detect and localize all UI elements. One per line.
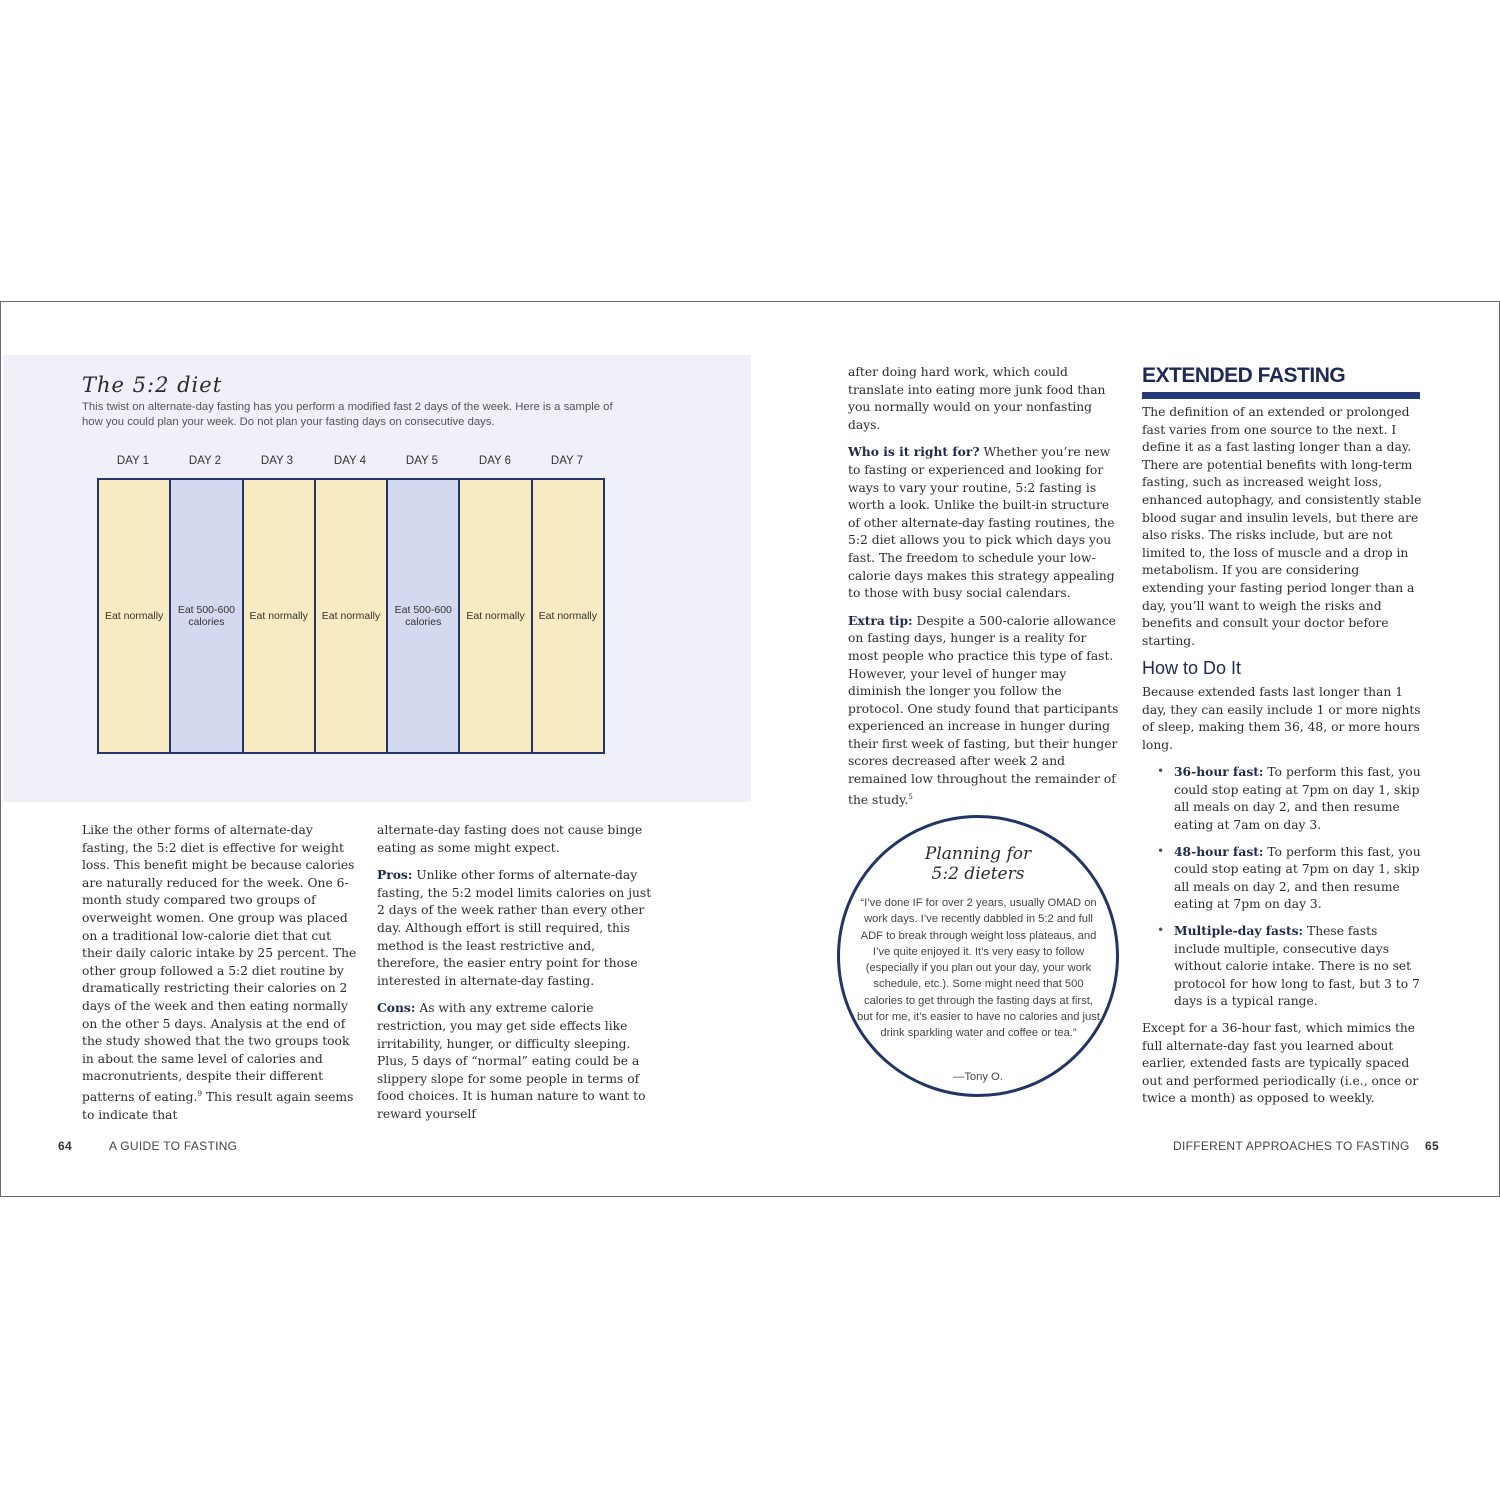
- day-label: DAY 4: [333, 455, 367, 467]
- callout-attribution: —Tony O.: [953, 1071, 1003, 1083]
- quote-callout: [837, 815, 1119, 1097]
- who-text: Whether you’re new to fasting or experienced and looking for ways to vary your routine, 5:2 fasting is worth a look. Unlike the built-in structure of other alternate-day fasting routines, the 5:2 diet allows you to pick which days you fast. The freedom to schedule your low-calorie days makes this strategy appealing to those with busy social calendars.: [848, 445, 1115, 601]
- left-column-2: [377, 822, 655, 1133]
- day-cell: Eat 500-600 calories: [171, 480, 241, 752]
- list-item: [1174, 843, 1422, 914]
- day-cell: Eat 500-600 calories: [388, 480, 458, 752]
- sidebar-title: The 5:2 diet: [82, 373, 223, 397]
- paragraph: Because extended fasts last longer than 1 day, they can easily include 1 or more nights of sleep, making them 36, 48, or more hours long.: [1142, 684, 1421, 752]
- cons-label: Cons:: [377, 1000, 416, 1016]
- day-label: DAY 7: [550, 455, 584, 467]
- pros-text: Unlike other forms of alternate-day fasting, the 5:2 model limits calories on just 2 days of the week rather than every other day. Although effort is still required, this method is the least restrictive and, therefore, the easier entry point for those interested in alternate-day fasting.: [377, 868, 652, 988]
- right-column-1: [848, 364, 1120, 818]
- list-item: [1174, 922, 1422, 1011]
- page-number-left: 64: [58, 1139, 72, 1153]
- callout-quote: “I’ve done IF for over 2 years, usually OMAD on work days. I’ve recently dabbled in 5:2 and full ADF to break through weight loss plateaus, and I’ve quite enjoyed it. It’s very easy to follow (especially if you plan out your day, your work schedule, etc.). Some might need that 500 calories to get through the fasting days at first, but for me, it’s easier to have no calories and just drink sparkling water and coffee or tea.”: [857, 897, 1100, 1040]
- right-column-2: [1142, 404, 1422, 1117]
- heading-rule: [1142, 392, 1420, 399]
- pros-label: Pros:: [377, 867, 413, 883]
- page-number-right: 65: [1425, 1139, 1439, 1153]
- cons-text: As with any extreme calorie restriction, you may get side effects like irritability, hunger, or difficulty sleeping. Plus, 5 days of “normal” eating could be a slippery slope for some people in terms of food choices. It is human nature to want to reward yourself: [377, 1001, 646, 1121]
- day-label: DAY 2: [188, 455, 222, 467]
- footnote-ref: 9: [197, 1089, 202, 1098]
- day-label: DAY 5: [405, 455, 439, 467]
- day-cell: Eat normally: [460, 480, 530, 752]
- day-cell: Eat normally: [316, 480, 386, 752]
- diet-sidebar: [3, 355, 751, 802]
- paragraph: [82, 822, 358, 1124]
- left-column-1: [82, 822, 358, 1133]
- running-head-left: A GUIDE TO FASTING: [109, 1139, 238, 1153]
- section-heading: EXTENDED FASTING: [1142, 364, 1346, 387]
- bullet-label: Multiple-day fasts:: [1174, 923, 1304, 939]
- day-cell: Eat normally: [244, 480, 314, 752]
- day-label: DAY 6: [478, 455, 512, 467]
- sidebar-description: This twist on alternate-day fasting has you perform a modified fast 2 days of the week. Here is a sample of how you could plan your week. Do not plan your fasting days on consecutive days.: [82, 401, 613, 428]
- paragraph-text: Like the other forms of alternate-day fasting, the 5:2 diet is effective for weight loss. This benefit might be because calories are naturally reduced for the week. One 6-month study compared two groups of overweight women. One group was placed on a traditional low-calorie diet that cut their daily caloric intake by 25 percent. The other group followed a 5:2 diet routine by dramatically restricting their calories on 2 days of the week and then eating normally on the other 5 days. Analysis at the end of the study showed that the two groups took in about the same level of calories and macronutrients, despite their different patterns of eating.: [82, 823, 357, 1104]
- tip-label: Extra tip:: [848, 612, 913, 628]
- bullet-list: [1142, 763, 1422, 1011]
- who-label: Who is it right for?: [848, 444, 980, 460]
- tip-paragraph: [848, 612, 1120, 810]
- cons-paragraph: [377, 999, 655, 1123]
- book-spread: [0, 301, 1500, 1197]
- bullet-text: To perform this fast, you could stop eating at 7pm on day 1, skip all meals on day 2, and then resume eating at 7pm on day 3.: [1174, 844, 1421, 912]
- running-head-right: DIFFERENT APPROACHES TO FASTING: [1173, 1139, 1410, 1153]
- tip-text: Despite a 500-calorie allowance on fasting days, hunger is a reality for most people who practice this type of fast. However, your level of hunger may diminish the longer you follow the protocol. One study found that participants experienced an increase in hunger during their first week of fasting, but their hunger scores decreased after week 2 and remained low throughout the remainder of the study.: [848, 613, 1119, 807]
- day-cell: Eat normally: [533, 480, 603, 752]
- day-cell: Eat normally: [99, 480, 169, 752]
- paragraph: Except for a 36-hour fast, which mimics the full alternate-day fast you learned about earlier, extended fasts are typically spaced out and performed periodically (i.e., once or twice a month) as opposed to weekly.: [1142, 1021, 1419, 1106]
- footnote-ref: 5: [908, 792, 913, 801]
- pros-paragraph: [377, 866, 655, 990]
- bullet-text: To perform this fast, you could stop eating at 7pm on day 1, skip all meals on day 2, and then resume eating at 7am on day 3.: [1174, 765, 1421, 833]
- paragraph: after doing hard work, which could translate into eating more junk food than you normally would on your nonfasting days.: [848, 365, 1106, 432]
- day-label: DAY 3: [260, 455, 294, 467]
- paragraph: The definition of an extended or prolonged fast varies from one source to the next. I define it as a fast lasting longer than a day. There are potential benefits with long-term fasting, such as increased weight loss, enhanced autophagy, and consistently stable blood sugar and insulin levels, but there are also risks. The risks include, but are not limited to, the loss of muscle and a drop in metabolism. If you are considering extending your fasting period longer than a day, you’ll want to weigh the risks and benefits and consult your doctor before starting.: [1142, 405, 1422, 648]
- callout-title-line: Planning for: [924, 844, 1032, 864]
- day-label: DAY 1: [116, 455, 150, 467]
- bullet-label: 48-hour fast:: [1174, 843, 1264, 859]
- callout-title: [840, 844, 1116, 884]
- weekly-plan-table: [97, 478, 605, 754]
- who-paragraph: [848, 443, 1120, 602]
- bullet-label: 36-hour fast:: [1174, 764, 1264, 780]
- bullet-text: These fasts include multiple, consecutive days without calorie intake. There is no set protocol for how long to fast, but 3 to 7 days is a typical range.: [1174, 924, 1420, 1009]
- subheading: How to Do It: [1142, 658, 1242, 679]
- paragraph-text: This result again seems to indicate that: [82, 1090, 354, 1122]
- list-item: [1174, 763, 1422, 834]
- paragraph: alternate-day fasting does not cause binge eating as some might expect.: [377, 823, 643, 855]
- callout-title-line: 5:2 dieters: [931, 864, 1025, 884]
